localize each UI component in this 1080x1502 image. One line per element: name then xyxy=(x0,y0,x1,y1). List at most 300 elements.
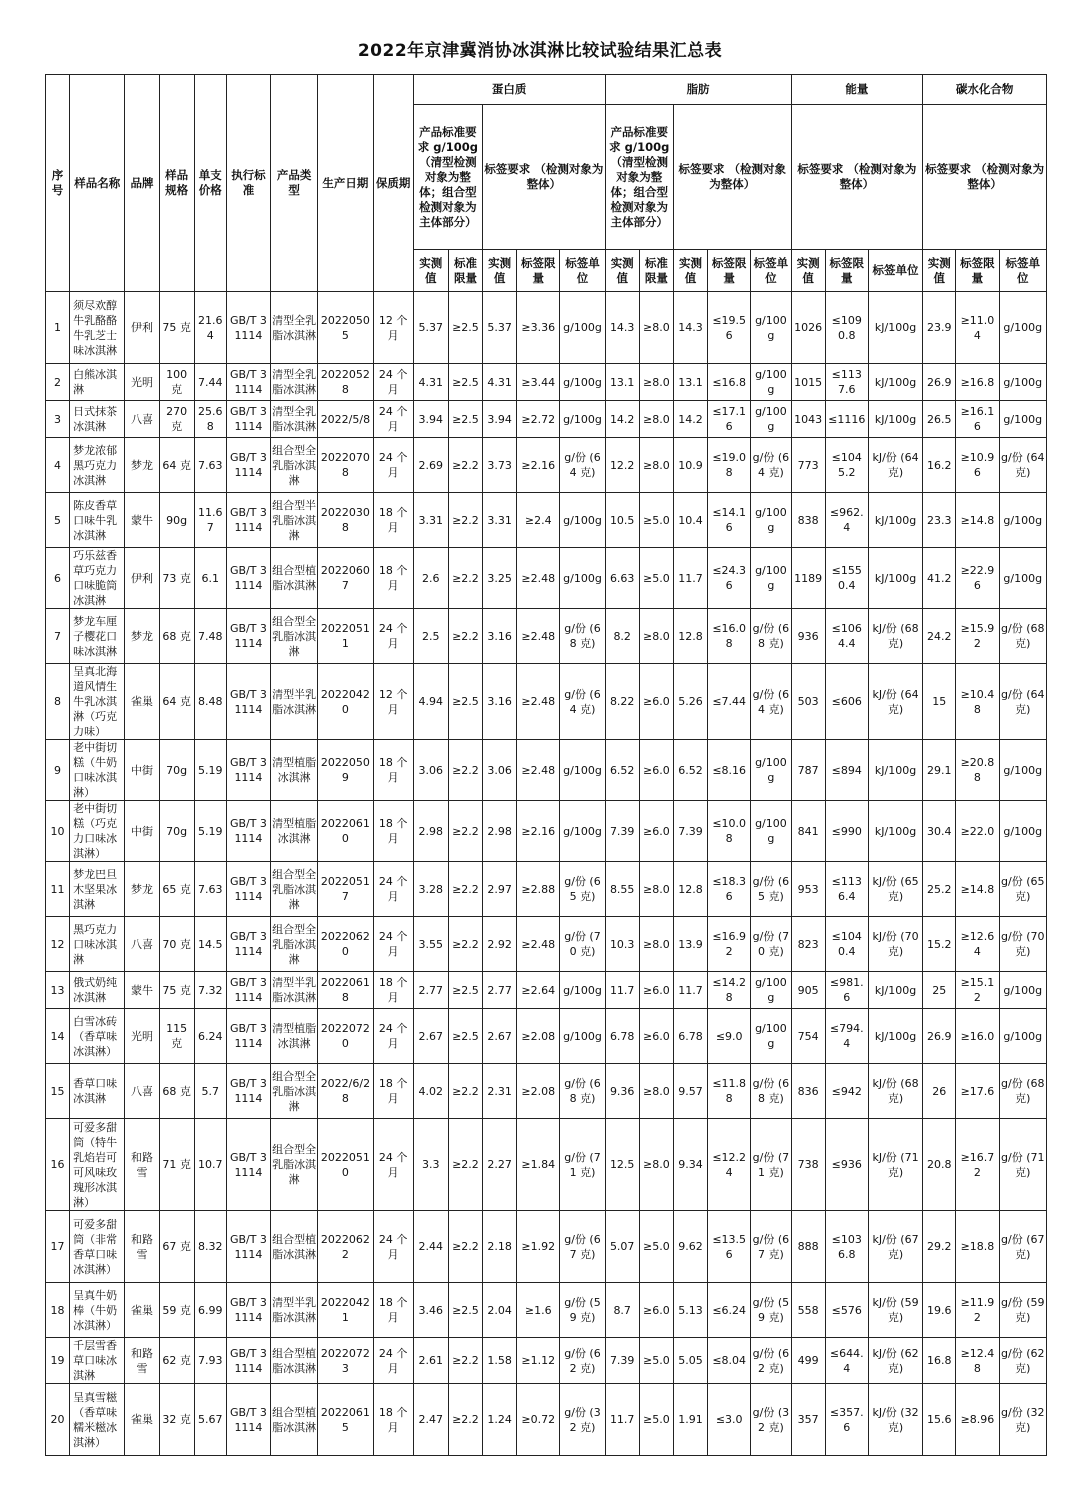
cell-f-sl: ≥8.0 xyxy=(639,292,673,364)
cell-p-m1: 2.77 xyxy=(413,972,448,1009)
cell-seq: 18 xyxy=(46,1283,70,1338)
header-label-unit: 标签单位 xyxy=(999,250,1046,292)
header-measured: 实测值 xyxy=(483,250,517,292)
cell-std: GB/T 31114 xyxy=(226,548,270,609)
cell-price: 7.63 xyxy=(194,438,226,493)
header-measured: 实测值 xyxy=(673,250,707,292)
cell-f-u: g/份 (67 克) xyxy=(751,1211,791,1283)
cell-p-m2: 4.31 xyxy=(483,364,517,401)
cell-f-m1: 13.1 xyxy=(605,364,639,401)
cell-f-m1: 14.3 xyxy=(605,292,639,364)
cell-p-m2: 3.94 xyxy=(483,401,517,438)
cell-e-ll: ≤357.6 xyxy=(825,1384,868,1456)
cell-type: 组合型全乳脂冰淇淋 xyxy=(271,917,318,972)
cell-std: GB/T 31114 xyxy=(226,1009,270,1064)
cell-price: 25.68 xyxy=(194,401,226,438)
cell-c-ll: ≥16.0 xyxy=(956,1009,999,1064)
cell-price: 5.67 xyxy=(194,1384,226,1456)
table-row xyxy=(46,401,1047,438)
header-protein: 蛋白质 xyxy=(413,75,605,105)
cell-date: 20220615 xyxy=(318,1384,373,1456)
cell-c-m: 41.2 xyxy=(923,548,956,609)
cell-f-u: g/100g xyxy=(751,364,791,401)
table-row xyxy=(46,1119,1047,1211)
cell-shelf: 24 个月 xyxy=(373,917,413,972)
cell-shelf: 18 个月 xyxy=(373,740,413,801)
cell-f-u: g/份 (59 克) xyxy=(751,1283,791,1338)
header-measured: 实测值 xyxy=(605,250,639,292)
cell-shelf: 24 个月 xyxy=(373,1338,413,1384)
header-name: 样品名称 xyxy=(70,75,125,292)
cell-seq: 1 xyxy=(46,292,70,364)
cell-e-m: 357 xyxy=(791,1384,825,1456)
cell-shelf: 18 个月 xyxy=(373,493,413,548)
cell-p-u: g/份 (67 克) xyxy=(560,1211,605,1283)
cell-e-u: kJ/100g xyxy=(868,493,922,548)
cell-date: 20220420 xyxy=(318,664,373,740)
cell-c-u: g/份 (64 克) xyxy=(999,438,1046,493)
cell-seq: 16 xyxy=(46,1119,70,1211)
cell-f-m2: 6.78 xyxy=(673,1009,707,1064)
cell-date: 20220607 xyxy=(318,548,373,609)
cell-c-ll: ≥16.16 xyxy=(956,401,999,438)
cell-c-u: g/100g xyxy=(999,801,1046,862)
cell-f-ll: ≤24.36 xyxy=(708,548,751,609)
cell-e-m: 905 xyxy=(791,972,825,1009)
cell-f-m2: 12.8 xyxy=(673,609,707,664)
cell-e-m: 1026 xyxy=(791,292,825,364)
cell-f-ll: ≤6.24 xyxy=(708,1283,751,1338)
cell-f-ll: ≤17.16 xyxy=(708,401,751,438)
cell-price: 5.19 xyxy=(194,801,226,862)
cell-f-m1: 9.36 xyxy=(605,1064,639,1119)
header-fat-label: 标签要求 （检测对象为整体） xyxy=(673,105,791,250)
cell-std: GB/T 31114 xyxy=(226,609,270,664)
cell-p-m2: 1.58 xyxy=(483,1338,517,1384)
cell-f-m1: 10.5 xyxy=(605,493,639,548)
table-row xyxy=(46,1338,1047,1384)
cell-p-m2: 3.16 xyxy=(483,609,517,664)
cell-spec: 100 克 xyxy=(159,364,194,401)
cell-price: 8.48 xyxy=(194,664,226,740)
cell-type: 组合型全乳脂冰淇淋 xyxy=(271,1119,318,1211)
cell-c-ll: ≥14.8 xyxy=(956,862,999,917)
cell-p-m2: 2.92 xyxy=(483,917,517,972)
cell-f-m2: 9.34 xyxy=(673,1119,707,1211)
cell-f-u: g/100g xyxy=(751,292,791,364)
cell-p-ll: ≥2.64 xyxy=(517,972,560,1009)
cell-spec: 70 克 xyxy=(159,917,194,972)
cell-p-ll: ≥2.08 xyxy=(517,1009,560,1064)
table-title: 2022年京津冀消协冰淇淋比较试验结果汇总表 xyxy=(357,41,723,61)
cell-p-ll: ≥2.48 xyxy=(517,609,560,664)
cell-f-u: g/份 (64 克) xyxy=(751,438,791,493)
cell-p-m1: 5.37 xyxy=(413,292,448,364)
cell-e-m: 888 xyxy=(791,1211,825,1283)
cell-name: 白熊冰淇淋 xyxy=(70,364,125,401)
cell-p-sl: ≥2.2 xyxy=(448,917,482,972)
cell-p-sl: ≥2.2 xyxy=(448,1119,482,1211)
header-measured: 实测值 xyxy=(413,250,448,292)
cell-e-m: 773 xyxy=(791,438,825,493)
cell-p-sl: ≥2.2 xyxy=(448,1064,482,1119)
header-energy-label: 标签要求 （检测对象为整体） xyxy=(791,105,923,250)
cell-p-sl: ≥2.5 xyxy=(448,364,482,401)
cell-p-ll: ≥2.16 xyxy=(517,438,560,493)
cell-p-u: g/份 (32 克) xyxy=(560,1384,605,1456)
cell-e-u: kJ/100g xyxy=(868,740,922,801)
cell-p-sl: ≥2.2 xyxy=(448,548,482,609)
cell-type: 清型全乳脂冰淇淋 xyxy=(271,292,318,364)
cell-p-u: g/份 (62 克) xyxy=(560,1338,605,1384)
cell-e-u: kJ/份 (67 克) xyxy=(868,1211,922,1283)
cell-name: 白雪冰砖（香草味冰淇淋） xyxy=(70,1009,125,1064)
cell-c-m: 24.2 xyxy=(923,609,956,664)
cell-shelf: 24 个月 xyxy=(373,862,413,917)
cell-p-ll: ≥3.36 xyxy=(517,292,560,364)
cell-p-m2: 2.97 xyxy=(483,862,517,917)
cell-f-sl: ≥6.0 xyxy=(639,1009,673,1064)
cell-brand: 中街 xyxy=(125,801,159,862)
table-row xyxy=(46,740,1047,801)
cell-p-m2: 2.77 xyxy=(483,972,517,1009)
cell-p-sl: ≥2.5 xyxy=(448,292,482,364)
cell-spec: 64 克 xyxy=(159,664,194,740)
cell-price: 21.64 xyxy=(194,292,226,364)
cell-brand: 伊利 xyxy=(125,292,159,364)
cell-shelf: 12 个月 xyxy=(373,292,413,364)
cell-p-m1: 4.31 xyxy=(413,364,448,401)
cell-e-u: kJ/100g xyxy=(868,972,922,1009)
cell-spec: 64 克 xyxy=(159,438,194,493)
cell-e-m: 754 xyxy=(791,1009,825,1064)
cell-brand: 雀巢 xyxy=(125,1283,159,1338)
cell-f-m1: 8.55 xyxy=(605,862,639,917)
cell-f-u: g/份 (32 克) xyxy=(751,1384,791,1456)
cell-date: 20220720 xyxy=(318,1009,373,1064)
cell-f-u: g/份 (71 克) xyxy=(751,1119,791,1211)
cell-name: 香草口味冰淇淋 xyxy=(70,1064,125,1119)
table-row xyxy=(46,1064,1047,1119)
cell-e-ll: ≤936 xyxy=(825,1119,868,1211)
cell-price: 5.7 xyxy=(194,1064,226,1119)
cell-p-ll: ≥1.92 xyxy=(517,1211,560,1283)
cell-e-u: kJ/100g xyxy=(868,548,922,609)
cell-f-m1: 8.7 xyxy=(605,1283,639,1338)
cell-brand: 梦龙 xyxy=(125,609,159,664)
cell-f-m1: 5.07 xyxy=(605,1211,639,1283)
cell-c-ll: ≥11.04 xyxy=(956,292,999,364)
cell-type: 组合型全乳脂冰淇淋 xyxy=(271,438,318,493)
cell-e-ll: ≤576 xyxy=(825,1283,868,1338)
cell-f-m1: 7.39 xyxy=(605,1338,639,1384)
cell-p-ll: ≥1.6 xyxy=(517,1283,560,1338)
cell-c-ll: ≥10.96 xyxy=(956,438,999,493)
cell-type: 组合型植脂冰淇淋 xyxy=(271,548,318,609)
cell-p-ll: ≥2.48 xyxy=(517,917,560,972)
cell-price: 5.19 xyxy=(194,740,226,801)
cell-f-ll: ≤9.0 xyxy=(708,1009,751,1064)
table-row xyxy=(46,1384,1047,1456)
cell-f-u: g/份 (62 克) xyxy=(751,1338,791,1384)
cell-date: 20220308 xyxy=(318,493,373,548)
cell-f-ll: ≤16.92 xyxy=(708,917,751,972)
cell-p-sl: ≥2.5 xyxy=(448,972,482,1009)
cell-c-u: g/份 (59 克) xyxy=(999,1283,1046,1338)
cell-spec: 75 克 xyxy=(159,292,194,364)
cell-shelf: 24 个月 xyxy=(373,438,413,493)
header-carb: 碳水化合物 xyxy=(923,75,1047,105)
header-label-limit: 标签限量 xyxy=(825,250,868,292)
cell-date: 20220421 xyxy=(318,1283,373,1338)
cell-shelf: 24 个月 xyxy=(373,364,413,401)
cell-e-u: kJ/份 (59 克) xyxy=(868,1283,922,1338)
cell-f-m1: 6.78 xyxy=(605,1009,639,1064)
cell-c-m: 25 xyxy=(923,972,956,1009)
cell-spec: 270 克 xyxy=(159,401,194,438)
cell-shelf: 18 个月 xyxy=(373,1283,413,1338)
cell-c-m: 16.8 xyxy=(923,1338,956,1384)
header-type: 产品类型 xyxy=(271,75,318,292)
cell-type: 清型植脂冰淇淋 xyxy=(271,801,318,862)
cell-name: 呈真雪糍（香草味糯米糍冰淇淋） xyxy=(70,1384,125,1456)
cell-c-u: g/100g xyxy=(999,1009,1046,1064)
cell-c-u: g/100g xyxy=(999,292,1046,364)
cell-p-u: g/份 (68 克) xyxy=(560,1064,605,1119)
cell-p-sl: ≥2.5 xyxy=(448,401,482,438)
cell-c-m: 15.2 xyxy=(923,917,956,972)
cell-p-sl: ≥2.2 xyxy=(448,1338,482,1384)
cell-c-u: g/份 (67 克) xyxy=(999,1211,1046,1283)
cell-seq: 15 xyxy=(46,1064,70,1119)
cell-f-m2: 11.7 xyxy=(673,972,707,1009)
cell-price: 10.7 xyxy=(194,1119,226,1211)
cell-p-m1: 3.94 xyxy=(413,401,448,438)
cell-p-m2: 3.73 xyxy=(483,438,517,493)
cell-c-ll: ≥20.88 xyxy=(956,740,999,801)
cell-f-sl: ≥6.0 xyxy=(639,972,673,1009)
cell-std: GB/T 31114 xyxy=(226,1338,270,1384)
cell-f-sl: ≥5.0 xyxy=(639,548,673,609)
cell-shelf: 18 个月 xyxy=(373,801,413,862)
cell-type: 组合型全乳脂冰淇淋 xyxy=(271,609,318,664)
cell-brand: 梦龙 xyxy=(125,438,159,493)
cell-e-m: 823 xyxy=(791,917,825,972)
cell-date: 20220509 xyxy=(318,740,373,801)
table-row xyxy=(46,548,1047,609)
cell-c-u: g/份 (70 克) xyxy=(999,917,1046,972)
cell-brand: 蒙牛 xyxy=(125,493,159,548)
cell-p-u: g/100g xyxy=(560,401,605,438)
header-spec: 样品规格 xyxy=(159,75,194,292)
table-row xyxy=(46,493,1047,548)
cell-f-ll: ≤18.36 xyxy=(708,862,751,917)
cell-f-m1: 8.22 xyxy=(605,664,639,740)
cell-e-ll: ≤942 xyxy=(825,1064,868,1119)
cell-f-sl: ≥8.0 xyxy=(639,917,673,972)
header-fat: 脂肪 xyxy=(605,75,791,105)
cell-price: 7.93 xyxy=(194,1338,226,1384)
cell-f-u: g/100g xyxy=(751,972,791,1009)
cell-p-sl: ≥2.5 xyxy=(448,664,482,740)
cell-name: 呈真牛奶棒（牛奶冰淇淋） xyxy=(70,1283,125,1338)
cell-e-ll: ≤894 xyxy=(825,740,868,801)
cell-date: 20220723 xyxy=(318,1338,373,1384)
header-date: 生产日期 xyxy=(318,75,373,292)
cell-e-u: kJ/100g xyxy=(868,364,922,401)
cell-f-sl: ≥6.0 xyxy=(639,664,673,740)
cell-e-m: 558 xyxy=(791,1283,825,1338)
cell-seq: 8 xyxy=(46,664,70,740)
cell-c-u: g/份 (68 克) xyxy=(999,1064,1046,1119)
cell-f-ll: ≤16.08 xyxy=(708,609,751,664)
header-brand: 品牌 xyxy=(125,75,159,292)
cell-f-ll: ≤14.16 xyxy=(708,493,751,548)
cell-p-m1: 4.94 xyxy=(413,664,448,740)
cell-f-ll: ≤19.08 xyxy=(708,438,751,493)
cell-p-ll: ≥0.72 xyxy=(517,1384,560,1456)
cell-f-u: g/份 (70 克) xyxy=(751,917,791,972)
cell-c-m: 25.2 xyxy=(923,862,956,917)
cell-price: 14.5 xyxy=(194,917,226,972)
cell-f-m2: 10.4 xyxy=(673,493,707,548)
cell-name: 老中街切糕（牛奶口味冰淇淋） xyxy=(70,740,125,801)
cell-p-sl: ≥2.2 xyxy=(448,493,482,548)
cell-e-m: 1015 xyxy=(791,364,825,401)
cell-f-u: g/100g xyxy=(751,740,791,801)
cell-p-m1: 2.6 xyxy=(413,548,448,609)
cell-e-ll: ≤1116 xyxy=(825,401,868,438)
cell-e-m: 841 xyxy=(791,801,825,862)
cell-std: GB/T 31114 xyxy=(226,438,270,493)
cell-name: 可爱多甜筒（特牛乳焰岩可可风味玫瑰形冰淇淋） xyxy=(70,1119,125,1211)
cell-f-ll: ≤11.88 xyxy=(708,1064,751,1119)
cell-std: GB/T 31114 xyxy=(226,1384,270,1456)
cell-c-ll: ≥16.72 xyxy=(956,1119,999,1211)
cell-f-m2: 5.13 xyxy=(673,1283,707,1338)
cell-f-m2: 9.57 xyxy=(673,1064,707,1119)
cell-spec: 68 克 xyxy=(159,1064,194,1119)
table-row xyxy=(46,862,1047,917)
results-table xyxy=(45,74,1047,1456)
cell-std: GB/T 31114 xyxy=(226,801,270,862)
header-label-unit: 标签单位 xyxy=(560,250,605,292)
cell-e-u: kJ/100g xyxy=(868,801,922,862)
cell-p-m1: 3.3 xyxy=(413,1119,448,1211)
cell-std: GB/T 31114 xyxy=(226,292,270,364)
cell-p-m2: 1.24 xyxy=(483,1384,517,1456)
cell-f-ll: ≤8.04 xyxy=(708,1338,751,1384)
cell-date: 20220622 xyxy=(318,1211,373,1283)
cell-c-m: 29.1 xyxy=(923,740,956,801)
cell-date: 20220620 xyxy=(318,917,373,972)
cell-p-u: g/100g xyxy=(560,740,605,801)
header-std-limit: 标准限量 xyxy=(448,250,482,292)
cell-p-m2: 3.31 xyxy=(483,493,517,548)
cell-f-u: g/份 (68 克) xyxy=(751,609,791,664)
cell-std: GB/T 31114 xyxy=(226,364,270,401)
cell-spec: 68 克 xyxy=(159,609,194,664)
cell-f-sl: ≥8.0 xyxy=(639,438,673,493)
cell-f-u: g/100g xyxy=(751,1009,791,1064)
cell-p-m2: 2.31 xyxy=(483,1064,517,1119)
cell-seq: 20 xyxy=(46,1384,70,1456)
cell-e-m: 787 xyxy=(791,740,825,801)
header-seq: 序号 xyxy=(46,75,70,292)
cell-f-u: g/100g xyxy=(751,401,791,438)
cell-p-ll: ≥2.48 xyxy=(517,548,560,609)
cell-e-ll: ≤606 xyxy=(825,664,868,740)
cell-name: 可爱多甜筒（非常香草口味冰淇淋） xyxy=(70,1211,125,1283)
cell-p-u: g/100g xyxy=(560,801,605,862)
cell-spec: 70g xyxy=(159,740,194,801)
cell-std: GB/T 31114 xyxy=(226,972,270,1009)
cell-p-u: g/份 (64 克) xyxy=(560,438,605,493)
cell-seq: 19 xyxy=(46,1338,70,1384)
cell-f-m2: 5.26 xyxy=(673,664,707,740)
cell-f-ll: ≤19.56 xyxy=(708,292,751,364)
cell-p-u: g/100g xyxy=(560,364,605,401)
cell-p-sl: ≥2.2 xyxy=(448,862,482,917)
cell-p-sl: ≥2.5 xyxy=(448,1009,482,1064)
cell-p-u: g/份 (65 克) xyxy=(560,862,605,917)
cell-seq: 9 xyxy=(46,740,70,801)
cell-seq: 12 xyxy=(46,917,70,972)
cell-f-m2: 14.3 xyxy=(673,292,707,364)
cell-p-u: g/100g xyxy=(560,548,605,609)
cell-price: 6.1 xyxy=(194,548,226,609)
table-row xyxy=(46,801,1047,862)
cell-p-sl: ≥2.5 xyxy=(448,1283,482,1338)
cell-seq: 17 xyxy=(46,1211,70,1283)
cell-f-sl: ≥5.0 xyxy=(639,1384,673,1456)
cell-f-m1: 7.39 xyxy=(605,801,639,862)
cell-c-u: g/100g xyxy=(999,740,1046,801)
cell-p-m1: 2.67 xyxy=(413,1009,448,1064)
cell-f-sl: ≥6.0 xyxy=(639,1283,673,1338)
cell-price: 6.24 xyxy=(194,1009,226,1064)
cell-spec: 62 克 xyxy=(159,1338,194,1384)
cell-price: 6.99 xyxy=(194,1283,226,1338)
cell-name: 陈皮香草口味牛乳冰淇淋 xyxy=(70,493,125,548)
cell-f-sl: ≥8.0 xyxy=(639,609,673,664)
table-row xyxy=(46,1211,1047,1283)
cell-c-ll: ≥17.6 xyxy=(956,1064,999,1119)
cell-std: GB/T 31114 xyxy=(226,917,270,972)
cell-f-m2: 13.9 xyxy=(673,917,707,972)
cell-date: 20220510 xyxy=(318,1119,373,1211)
cell-c-ll: ≥11.92 xyxy=(956,1283,999,1338)
cell-f-m1: 12.5 xyxy=(605,1119,639,1211)
cell-brand: 八喜 xyxy=(125,1064,159,1119)
cell-f-ll: ≤13.56 xyxy=(708,1211,751,1283)
cell-c-u: g/份 (32 克) xyxy=(999,1384,1046,1456)
cell-f-sl: ≥8.0 xyxy=(639,862,673,917)
cell-c-ll: ≥22.96 xyxy=(956,548,999,609)
cell-date: 20220610 xyxy=(318,801,373,862)
table-row xyxy=(46,292,1047,364)
cell-spec: 32 克 xyxy=(159,1384,194,1456)
table-row xyxy=(46,609,1047,664)
cell-spec: 67 克 xyxy=(159,1211,194,1283)
cell-type: 组合型半乳脂冰淇淋 xyxy=(271,493,318,548)
cell-f-ll: ≤12.24 xyxy=(708,1119,751,1211)
cell-type: 清型全乳脂冰淇淋 xyxy=(271,364,318,401)
cell-date: 20220511 xyxy=(318,609,373,664)
table-row xyxy=(46,364,1047,401)
cell-price: 7.32 xyxy=(194,972,226,1009)
cell-p-sl: ≥2.2 xyxy=(448,740,482,801)
